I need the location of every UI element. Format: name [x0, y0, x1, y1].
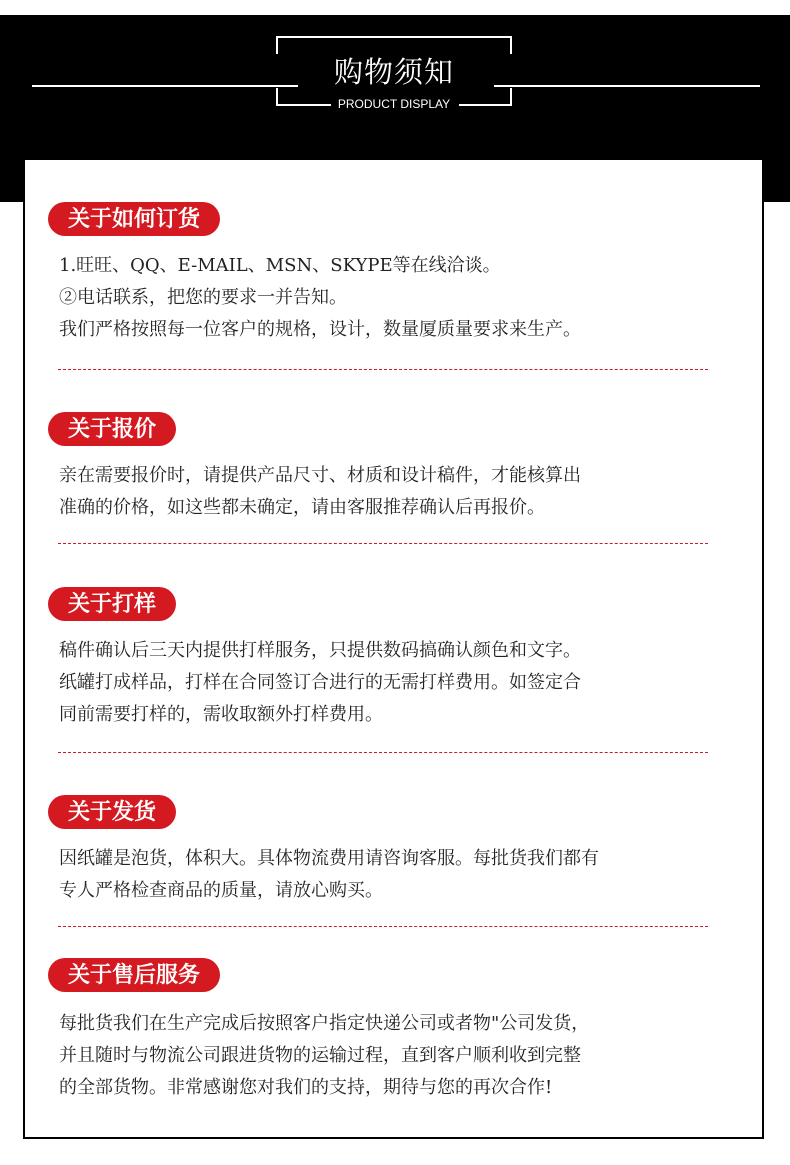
text-line: 因纸罐是泡货，体积大。具体物流费用请咨询客服。每批货我们都有: [59, 848, 599, 869]
text-line: 纸罐打成样品，打样在合同签订合进行的无需打样费用。如签定合: [59, 672, 581, 693]
text-line: 稿件确认后三天内提供打样服务，只提供数码搞确认颜色和文字。: [59, 640, 581, 661]
section-divider: [58, 926, 708, 927]
section-heading-sampling: 关于打样: [48, 587, 176, 621]
text-line: 专人严格检查商品的质量，请放心购买。: [59, 880, 383, 901]
page-title: 购物须知: [333, 55, 454, 89]
section-body-ordering: [59, 250, 739, 346]
section-body-sampling: [59, 635, 739, 731]
text-line: 亲在需要报价时，请提供产品尺寸、材质和设计稿件，才能核算出: [59, 465, 581, 486]
text-line: ②电话联系，把您的要求一并告知。: [59, 287, 347, 308]
section-body-quotation: [59, 460, 739, 524]
text-line: 每批货我们在生产完成后按照客户指定快递公司或者物"公司发货，: [59, 1013, 590, 1034]
header-line-left: [32, 85, 298, 87]
text-line: 1.旺旺、QQ、E-MAIL、MSN、SKYPE等在线洽谈。: [59, 255, 501, 276]
page-subtitle: PRODUCT DISPLAY: [337, 97, 451, 111]
text-line: 准确的价格，如这些都未确定，请由客服推荐确认后再报价。: [59, 497, 545, 518]
section-body-after-sales: [59, 1008, 739, 1104]
section-heading-ordering: 关于如何订货: [48, 202, 220, 236]
section-heading-after-sales: 关于售后服务: [48, 958, 220, 992]
text-line: 并且随时与物流公司跟进货物的运输过程，直到客户顺利收到完整: [59, 1045, 581, 1066]
section-body-shipping: [59, 843, 739, 907]
section-heading-shipping: 关于发货: [48, 795, 176, 829]
section-divider: [58, 752, 708, 753]
text-line: 我们严格按照每一位客户的规格，设计，数量厦质量要求来生产。: [59, 319, 581, 340]
text-line: 的全部货物。非常感谢您对我们的支持，期待与您的再次合作!: [59, 1077, 553, 1098]
section-divider: [58, 369, 708, 370]
header-line-right: [494, 85, 760, 87]
section-heading-quotation: 关于报价: [48, 412, 176, 446]
section-divider: [58, 543, 708, 544]
text-line: 同前需要打样的，需收取额外打样费用。: [59, 704, 383, 725]
